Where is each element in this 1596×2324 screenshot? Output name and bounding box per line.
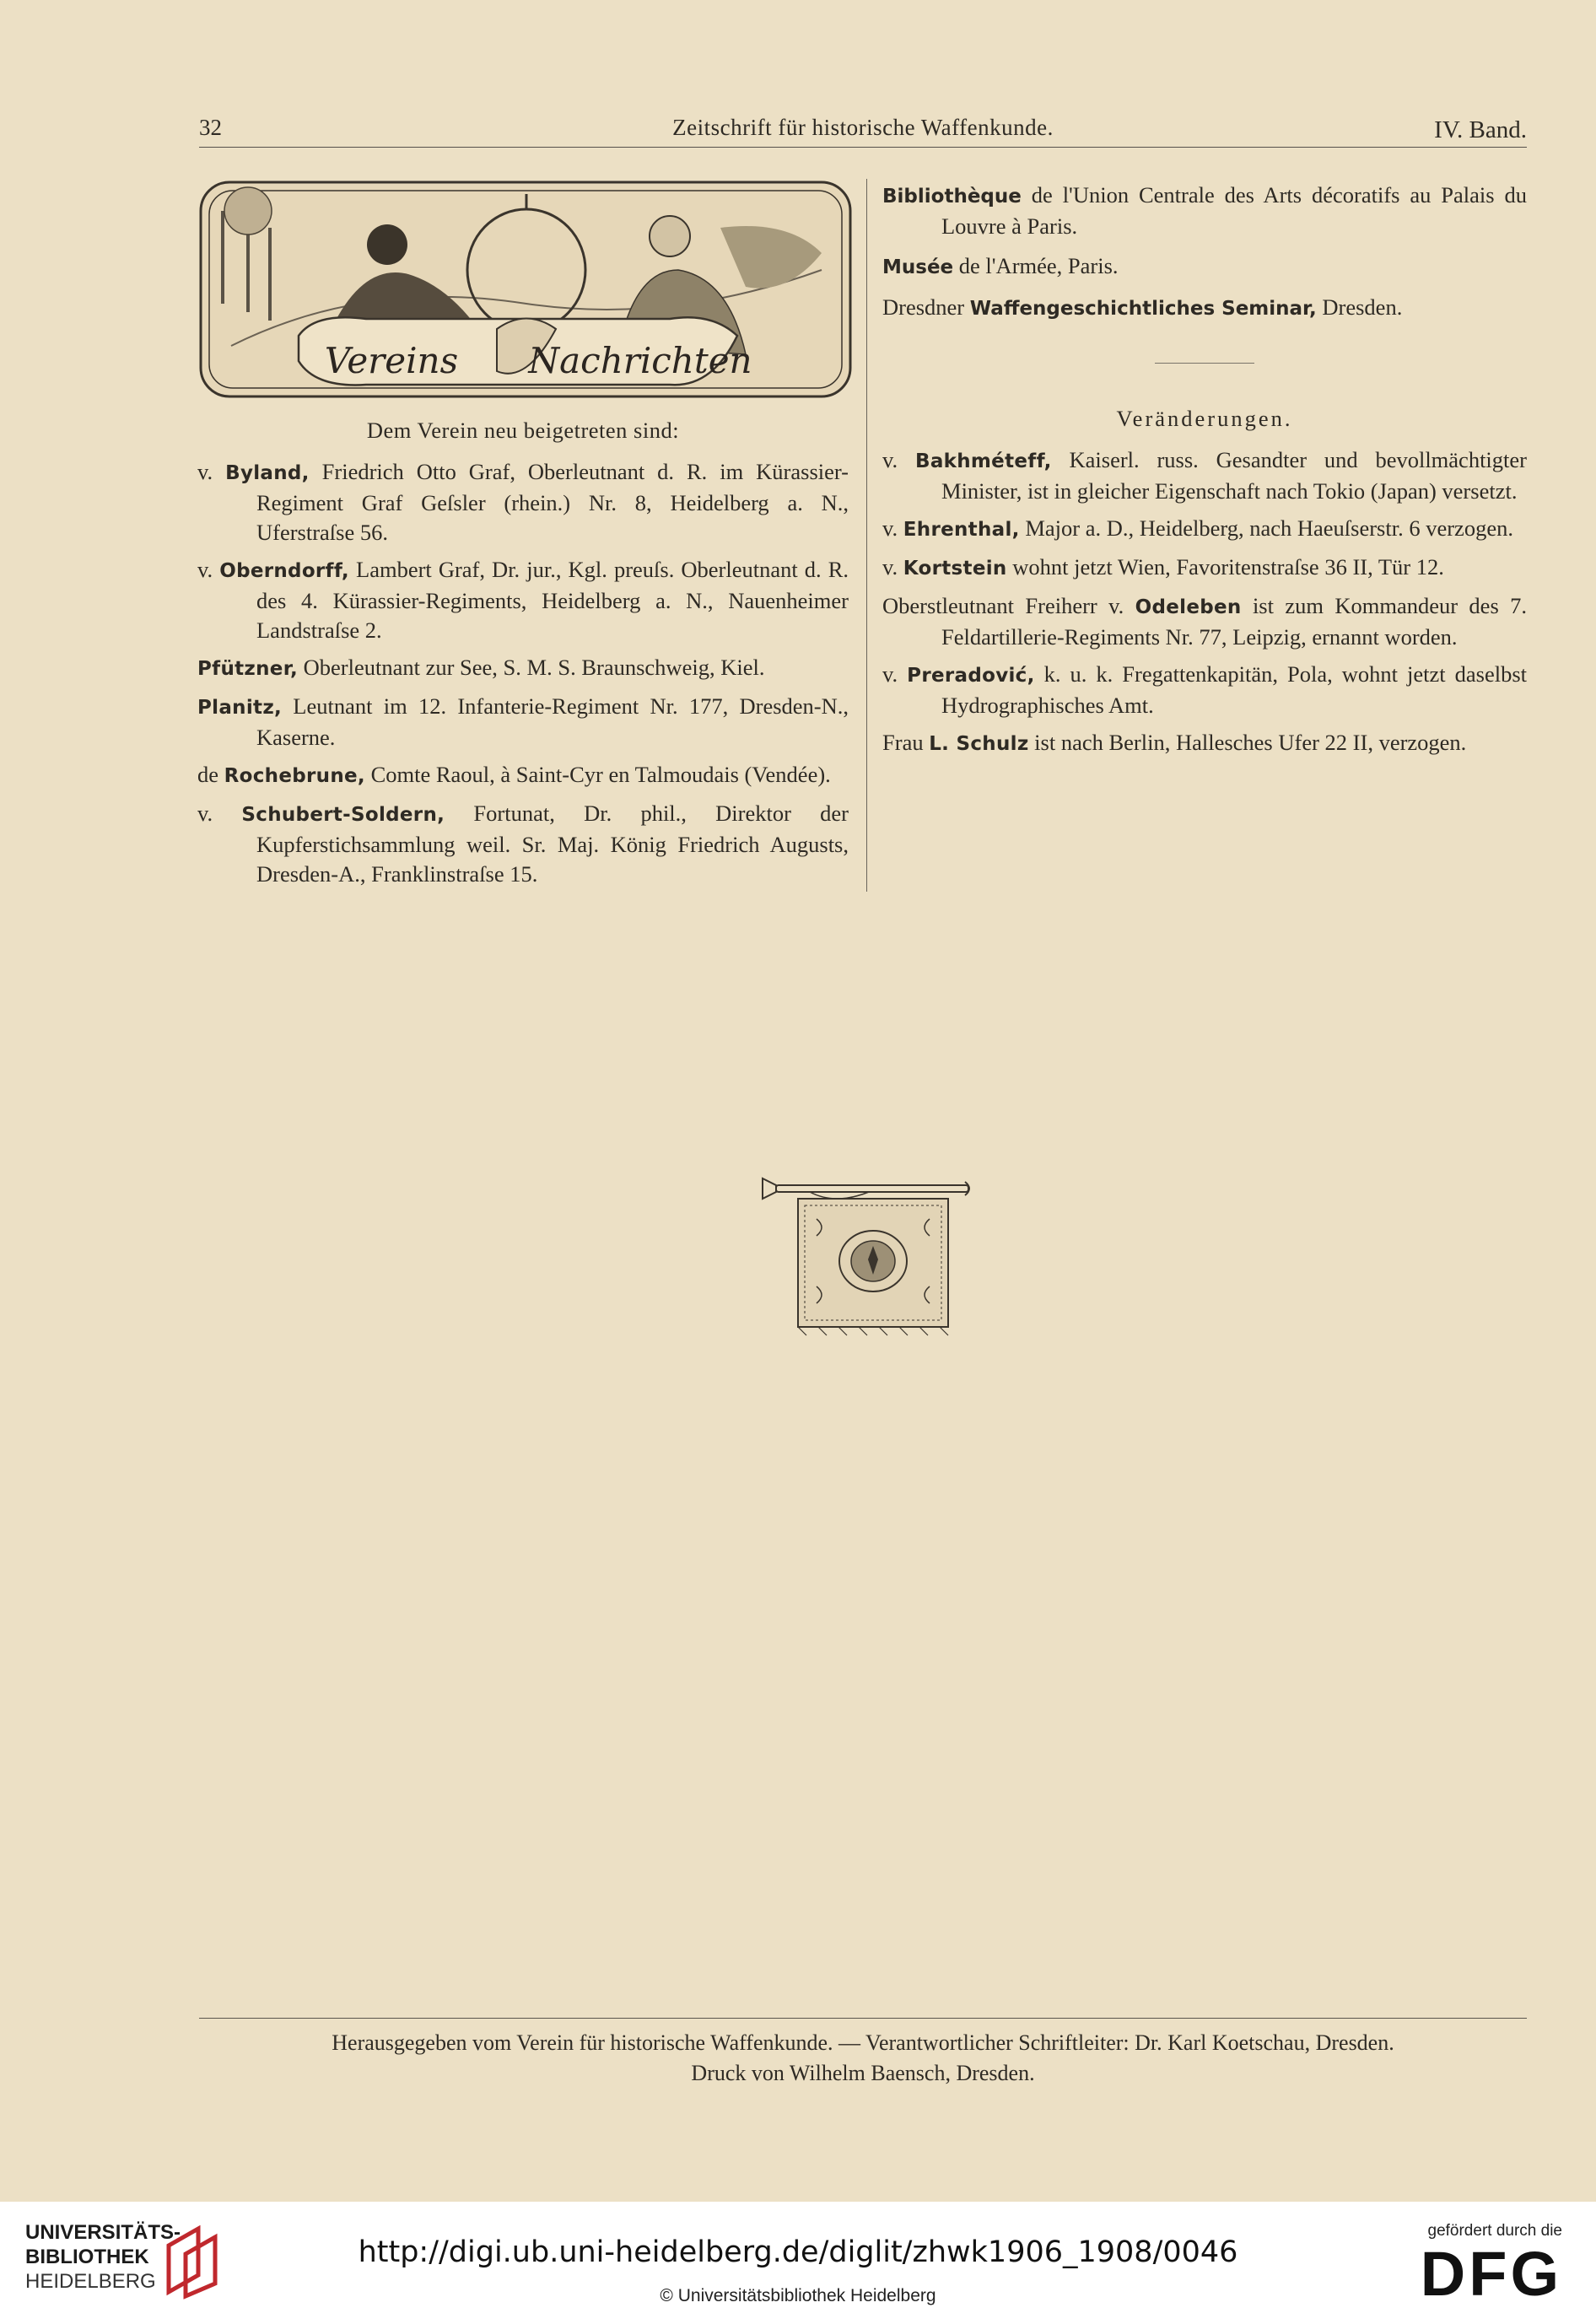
member-name: Byland, bbox=[225, 462, 310, 484]
funder-caption: gefördert durch die bbox=[1427, 2222, 1562, 2240]
institution-entry: Musée de l'Armée, Paris. bbox=[882, 253, 1119, 278]
imprint-footer bbox=[199, 2028, 1527, 2089]
institution-entry: Dresdner Waffengeschichtliches Seminar, Dresden. bbox=[882, 294, 1403, 320]
member-name: Kortstein bbox=[903, 558, 1007, 580]
change-entry: v. Ehrenthal, Major a. D., Heidelberg, nach Haeuſserstr. 6 verzogen. bbox=[882, 515, 1513, 541]
permalink-url[interactable]: http://digi.ub.uni-heidelberg.de/diglit/zhwk1906_1908/0046 bbox=[358, 2235, 1238, 2269]
dfg-funder-logo[interactable] bbox=[1394, 2222, 1562, 2315]
change-entry: v. Kortstein wohnt jetzt Wien, Favoritenstraſse 36 II, Tür 12. bbox=[882, 554, 1444, 580]
change-entry: Frau L. Schulz ist nach Berlin, Hallesches Ufer 22 II, verzogen. bbox=[882, 730, 1467, 755]
member-entry: Planitz, Leutnant im 12. Infanterie-Regiment Nr. 177, Dresden-N., Kaserne. bbox=[197, 693, 849, 750]
member-name: Rochebrune, bbox=[224, 765, 365, 787]
vignette-word-nachrichten: Nachrichten bbox=[528, 340, 752, 381]
running-header bbox=[199, 108, 1527, 148]
member-name: Ehrenthal, bbox=[903, 519, 1020, 541]
section-separator bbox=[1155, 363, 1254, 364]
member-name: Oberndorff, bbox=[219, 560, 349, 582]
change-entry: Oberstleutnant Freiherr v. Odeleben ist zum Kommandeur des 7. Feldartillerie-Regiments Nr. 77, Leipzig, ernannt worden. bbox=[882, 593, 1528, 650]
institution-name: Waffengeschichtliches Seminar, bbox=[969, 298, 1317, 320]
change-entry: v. Bakhméteff, Kaiserl. russ. Gesandter und bevollmächtigter Minister, ist in gleicher Eigenschaft nach Tokio (Japan) versetzt. bbox=[882, 447, 1527, 504]
changes-section-title: Veränderungen. bbox=[1116, 406, 1293, 431]
right-column bbox=[882, 181, 1527, 767]
member-entry: de Rochebrune, Comte Raoul, à Saint-Cyr en Talmoudais (Vendée). bbox=[197, 762, 831, 787]
vignette-word-vereins: Vereins bbox=[324, 340, 459, 381]
institution-entry: Bibliothèque de l'Union Centrale des Arts décoratifs au Palais du Louvre à Paris. bbox=[882, 182, 1527, 239]
library-name-line-3: HEIDELBERG bbox=[25, 2270, 156, 2293]
header-rule bbox=[199, 147, 1527, 148]
new-members-intro: Dem Verein neu beigetreten sind: bbox=[366, 418, 680, 443]
imprint-line-2: Druck von Wilhelm Baensch, Dresden. bbox=[691, 2061, 1035, 2085]
vereins-nachrichten-vignette bbox=[197, 177, 854, 400]
member-name: L. Schulz bbox=[929, 733, 1029, 755]
member-name: Odeleben bbox=[1135, 596, 1242, 618]
footer-rule bbox=[199, 2018, 1527, 2019]
member-entry: v. Oberndorff, Lambert Graf, Dr. jur., Kgl. preuſs. Oberleutnant d. R. des 4. Kürassier-Regiments, Heidelberg a. N., Nauenheimer Landstraſse 2. bbox=[197, 557, 849, 643]
copyright-notice: © Universitätsbibliothek Heidelberg bbox=[660, 2286, 936, 2305]
member-name: Preradović, bbox=[907, 665, 1035, 687]
member-name: Planitz, bbox=[197, 697, 283, 719]
page-number: 32 bbox=[199, 115, 222, 140]
member-name: Pfützner, bbox=[197, 658, 298, 680]
digitization-banner bbox=[0, 2202, 1596, 2324]
column-divider bbox=[866, 179, 867, 892]
imprint-line-1: Herausgegeben vom Verein für historische Waffenkunde. — Verantwortlicher Schriftleiter: Dr. Karl Koetschau, Dresden. bbox=[332, 2030, 1394, 2055]
library-name-line-1: UNIVERSITÄTS- bbox=[25, 2221, 181, 2244]
volume-label: IV. Band. bbox=[1434, 116, 1527, 143]
left-column bbox=[197, 416, 849, 897]
journal-title: Zeitschrift für historische Waffenkunde. bbox=[672, 115, 1054, 140]
member-entry: Pfützner, Oberleutnant zur See, S. M. S. Braunschweig, Kiel. bbox=[197, 655, 765, 680]
member-entry: v. Byland, Friedrich Otto Graf, Oberleutnant d. R. im Kürassier-Regiment Graf Geſsler (rhein.) Nr. 8, Heidelberg a. N., Uferstraſse 56. bbox=[197, 459, 849, 545]
member-name: Schubert-Soldern, bbox=[241, 804, 445, 826]
trumpet-banner-icon bbox=[759, 1168, 975, 1337]
member-entry: v. Schubert-Soldern, Fortunat, Dr. phil., Direktor der Kupferstichsammlung weil. Sr. Maj. König Friedrich Augusts, Dresden-A., Franklinstraſse 15. bbox=[197, 801, 849, 887]
institution-name: Bibliothèque bbox=[882, 186, 1022, 208]
library-name-line-2: BIBLIOTHEK bbox=[25, 2246, 149, 2268]
institution-name: Musée bbox=[882, 256, 954, 278]
change-entry: v. Preradović, k. u. k. Fregattenkapitän, Pola, wohnt jetzt daselbst Hydrographisches Amt. bbox=[882, 661, 1528, 718]
member-name: Bakhméteff, bbox=[914, 450, 1052, 472]
dfg-logo-text: DFG bbox=[1420, 2239, 1562, 2309]
